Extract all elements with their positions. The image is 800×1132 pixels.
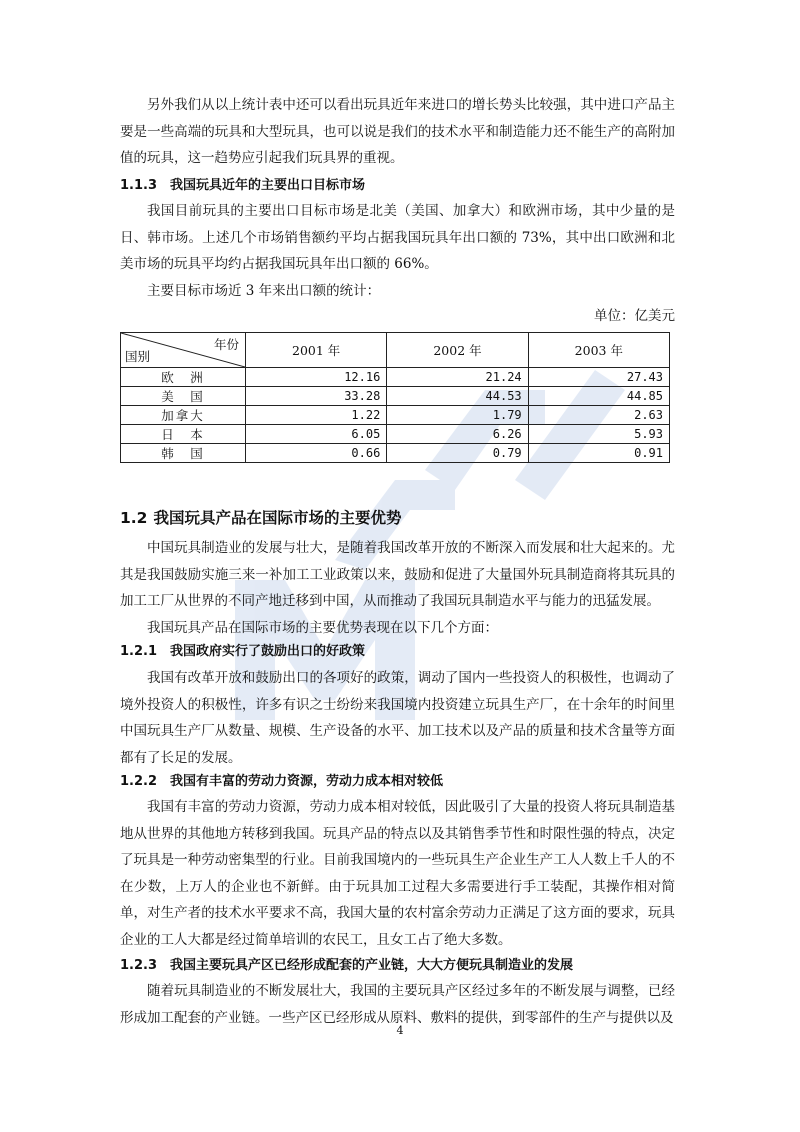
corner-region-label: 国别 (125, 349, 151, 364)
section-title: 我国有丰富的劳动力资源，劳动力成本相对较低 (170, 774, 444, 789)
year-header: 2002 年 (387, 333, 528, 368)
value-cell: 21.24 (387, 368, 528, 387)
table-corner-cell (121, 333, 246, 368)
value-cell: 5.93 (528, 425, 669, 444)
value-cell: 6.05 (246, 425, 387, 444)
section-title: 我国玩具近年的主要出口目标市场 (170, 178, 366, 193)
region-cell: 欧 洲 (121, 368, 246, 387)
value-cell: 44.85 (528, 387, 669, 406)
value-cell: 2.63 (528, 406, 669, 425)
table-row (121, 368, 670, 387)
section-1-2-2-heading (120, 772, 443, 792)
section-1-2-1-paragraph: 我国有改革开放和鼓励出口的各项好的政策，调动了国内一些投资人的积极性，也调动了境外投资人的积极性，许多有识之士纷纷来我国境内投资建立玩具生产厂，在十余年的时间里中国玩具生产厂从数量、规模、生产设备的水平、加工技术以及产品的质量和技术含量等方面都有了长足的发展。 (120, 670, 675, 766)
year-header: 2003 年 (528, 333, 669, 368)
region-cell: 美 国 (121, 387, 246, 406)
section-1-1-3-heading (120, 176, 365, 196)
corner-year-label: 年份 (213, 337, 239, 352)
section-1-2-summary: 我国玩具产品在国际市场的主要优势表现在以下几个方面： (147, 620, 498, 636)
section-1-2-3-paragraph: 随着玩具制造业的不断发展壮大，我国的主要玩具产区经过多年的不断发展与调整，已经形成加工配套的产业链。一些产区已经形成从原料、敷料的提供，到零部件的生产与提供以及 (120, 983, 675, 1026)
table-row (121, 387, 670, 406)
section-title: 我国主要玩具产区已经形成配套的产业链，大大方便玩具制造业的发展 (170, 958, 574, 973)
section-1-2-heading (120, 507, 401, 529)
value-cell: 27.43 (528, 368, 669, 387)
value-cell: 33.28 (246, 387, 387, 406)
year-header: 2001 年 (246, 333, 387, 368)
value-cell: 6.26 (387, 425, 528, 444)
table-row (121, 444, 670, 463)
section-1-1-3-paragraph: 我国目前玩具的主要出口目标市场是北美（美国、加拿大）和欧洲市场，其中少量的是日、韩市场。上述几个市场销售额约平均占据我国玩具年出口额的 73%，其中出口欧洲和北美市场的玩具平均约占据我国玩具年出口额的 66%。 (120, 203, 675, 272)
export-table (120, 332, 670, 463)
section-1-2-3-heading (120, 956, 573, 976)
section-1-2-1-heading (120, 642, 365, 662)
region-cell: 日 本 (121, 425, 246, 444)
intro-paragraph: 另外我们从以上统计表中还可以看出玩具近年来进口的增长势头比较强，其中进口产品主要是一些高端的玩具和大型玩具，也可以说是我们的技术水平和制造能力还不能生产的高附加值的玩具，这一趋势应引起我们玩具界的重视。 (120, 97, 675, 166)
section-number: 1.1.3 (120, 178, 158, 193)
value-cell: 0.79 (387, 444, 528, 463)
table-intro-paragraph: 主要目标市场近 3 年来出口额的统计： (147, 283, 381, 299)
section-title: 我国政府实行了鼓励出口的好政策 (170, 644, 366, 659)
page-number: 4 (396, 1024, 404, 1037)
section-1-2-2-paragraph: 我国有丰富的劳动力资源，劳动力成本相对较低，因此吸引了大量的投资人将玩具制造基地从世界的其他地方转移到我国。玩具产品的特点以及其销售季节性和时限性强的特点，决定了玩具是一种劳动密集型的行业。目前我国境内的一些玩具生产企业生产工人人数上千人的不在少数，上万人的企业也不新鲜。由于玩具加工过程大多需要进行手工装配，其操作相对简单，对生产者的技术水平要求不高，我国大量的农村富余劳动力正满足了这方面的要求，玩具企业的工人大都是经过简单培训的农民工，且女工占了绝大多数。 (120, 799, 675, 948)
section-1-2-paragraph: 中国玩具制造业的发展与壮大，是随着我国改革开放的不断深入而发展和壮大起来的。尤其是我国鼓励实施三来一补加工工业政策以来，鼓励和促进了大量国外玩具制造商将其玩具的加工工厂从世界的不同产地迁移到中国，从而推动了我国玩具制造水平与能力的迅猛发展。 (120, 540, 675, 609)
region-cell: 韩 国 (121, 444, 246, 463)
section-number: 1.2.3 (120, 958, 158, 973)
value-cell: 0.91 (528, 444, 669, 463)
value-cell: 12.16 (246, 368, 387, 387)
table-header-row (121, 333, 670, 368)
value-cell: 0.66 (246, 444, 387, 463)
section-number: 1.2.2 (120, 774, 158, 789)
value-cell: 44.53 (387, 387, 528, 406)
region-cell: 加拿大 (121, 406, 246, 425)
unit-label: 单位：亿美元 (594, 308, 675, 324)
section-number: 1.2 (120, 509, 148, 527)
value-cell: 1.22 (246, 406, 387, 425)
section-title: 我国玩具产品在国际市场的主要优势 (153, 509, 402, 527)
table-row (121, 425, 670, 444)
value-cell: 1.79 (387, 406, 528, 425)
table-row (121, 406, 670, 425)
section-number: 1.2.1 (120, 644, 158, 659)
